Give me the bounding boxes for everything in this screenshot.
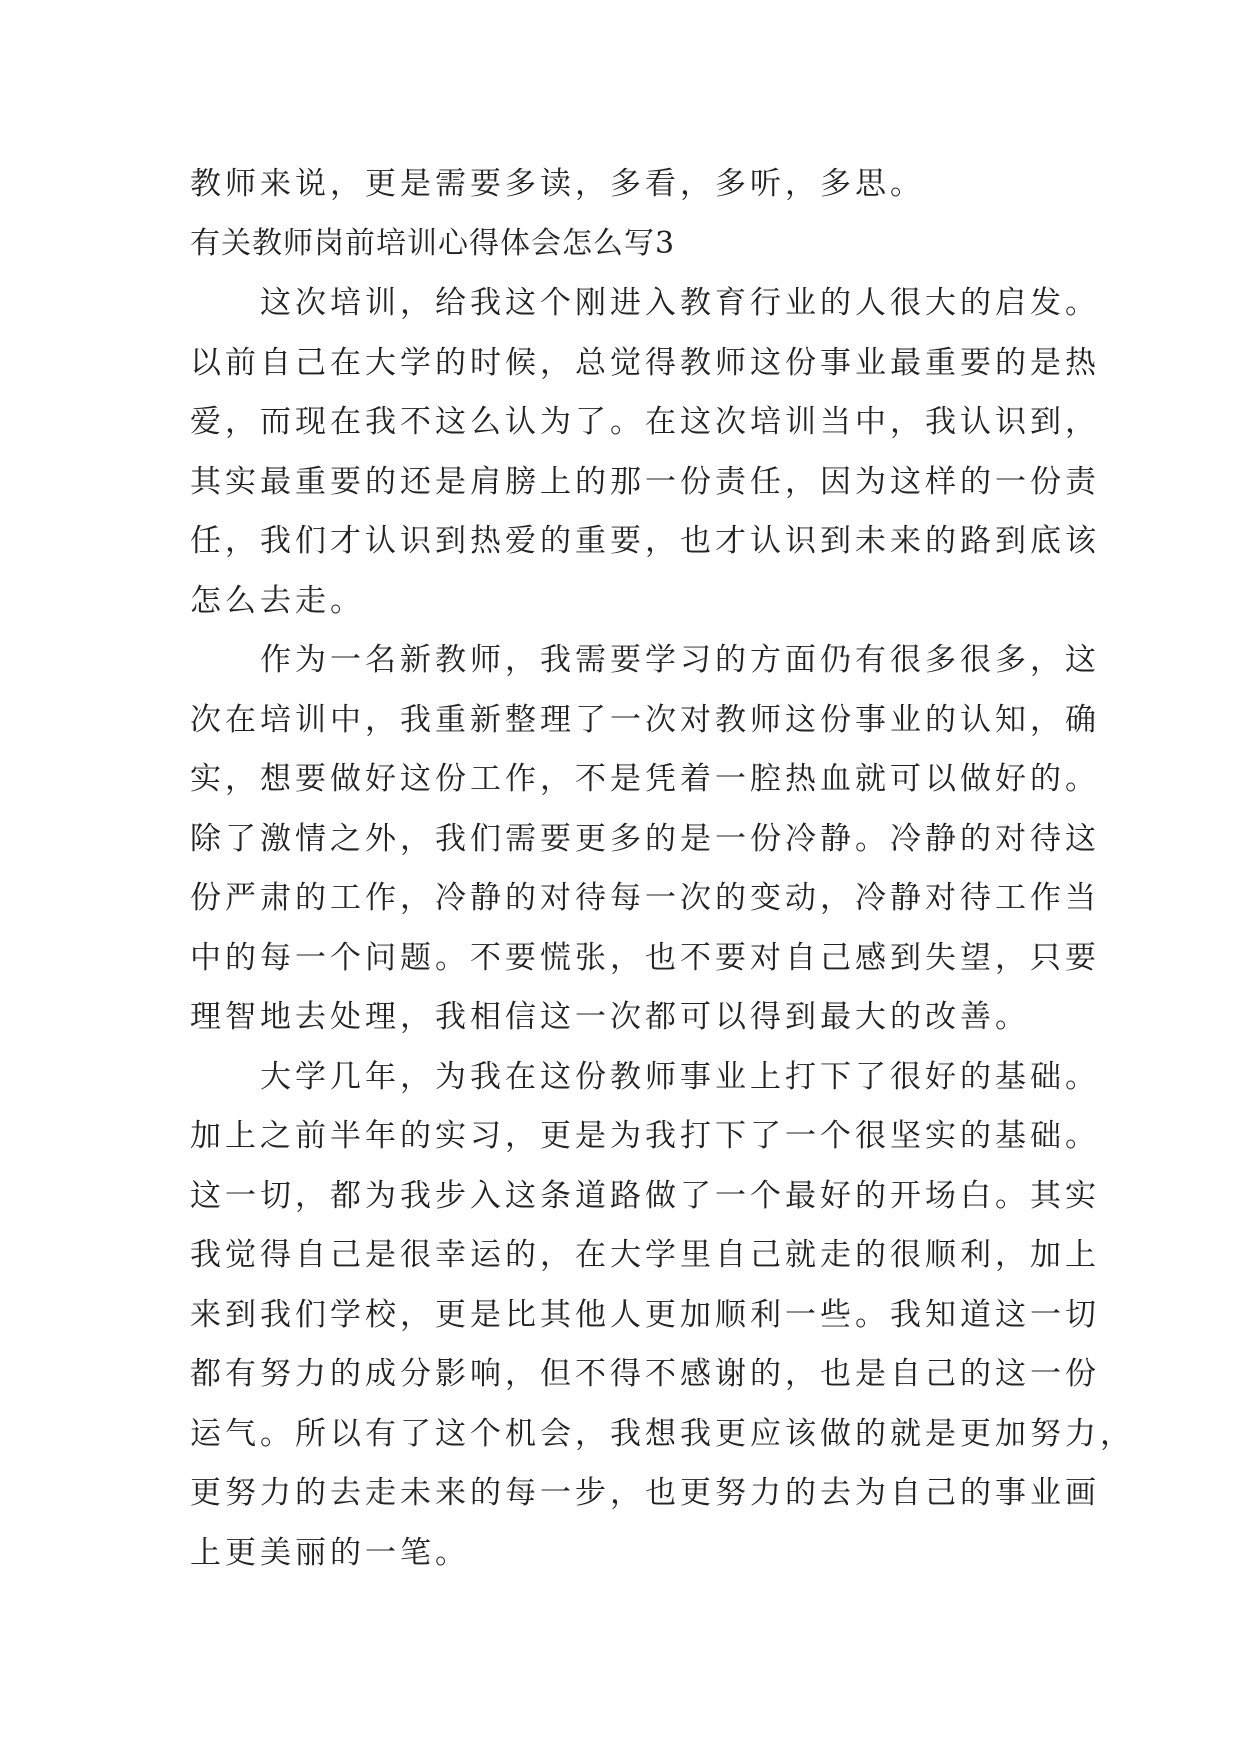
text-line: 教师来说，更是需要多读，多看，多听，多思。 — [190, 166, 925, 202]
text-line: 运气。所以有了这个机会，我想我更应该做的就是更加努力， — [190, 1415, 1135, 1452]
text-line: 以前自己在大学的时候，总觉得教师这份事业最重要的是热 — [190, 344, 1100, 381]
text-line: 爱，而现在我不这么认为了。在这次培训当中，我认识到， — [190, 404, 1100, 440]
text-line: 怎么去走。 — [190, 582, 365, 619]
document-body — [190, 160, 1135, 1588]
text-line: 中的每一个问题。不要慌张，也不要对自己感到失望，只要 — [190, 939, 1100, 976]
text-line: 上更美丽的一笔。 — [190, 1534, 470, 1571]
text-line: 大学几年，为我在这份教师事业上打下了很好的基础。 — [190, 1058, 1100, 1095]
text-line: 理智地去处理，我相信这一次都可以得到最大的改善。 — [190, 999, 1030, 1035]
text-line: 这一切，都为我步入这条道路做了一个最好的开场白。其实 — [190, 1177, 1100, 1214]
text-line: 其实最重要的还是肩膀上的那一份责任，因为这样的一份责 — [190, 463, 1100, 500]
text-line: 更努力的去走未来的每一步，也更努力的去为自己的事业画 — [190, 1475, 1100, 1511]
text-line: 除了激情之外，我们需要更多的是一份冷静。冷静的对待这 — [190, 820, 1100, 857]
text-line: 份严肃的工作，冷静的对待每一次的变动，冷静对待工作当 — [190, 880, 1100, 916]
text-line: 作为一名新教师，我需要学习的方面仍有很多很多，这 — [190, 642, 1100, 678]
text-line: 任，我们才认识到热爱的重要，也才认识到未来的路到底该 — [190, 523, 1100, 559]
text-line: 次在培训中，我重新整理了一次对教师这份事业的认知，确 — [190, 701, 1100, 738]
text-line: 加上之前半年的实习，更是为我打下了一个很坚实的基础。 — [190, 1118, 1100, 1154]
text-line: 我觉得自己是很幸运的，在大学里自己就走的很顺利，加上 — [190, 1237, 1100, 1273]
text-line: 都有努力的成分影响，但不得不感谢的，也是自己的这一份 — [190, 1356, 1100, 1392]
section-heading: 有关教师岗前培训心得体会怎么写3 — [190, 225, 676, 261]
text-line: 来到我们学校，更是比其他人更加顺利一些。我知道这一切 — [190, 1296, 1100, 1333]
text-line: 这次培训，给我这个刚进入教育行业的人很大的启发。 — [190, 285, 1100, 321]
text-line: 实，想要做好这份工作，不是凭着一腔热血就可以做好的。 — [190, 761, 1100, 797]
